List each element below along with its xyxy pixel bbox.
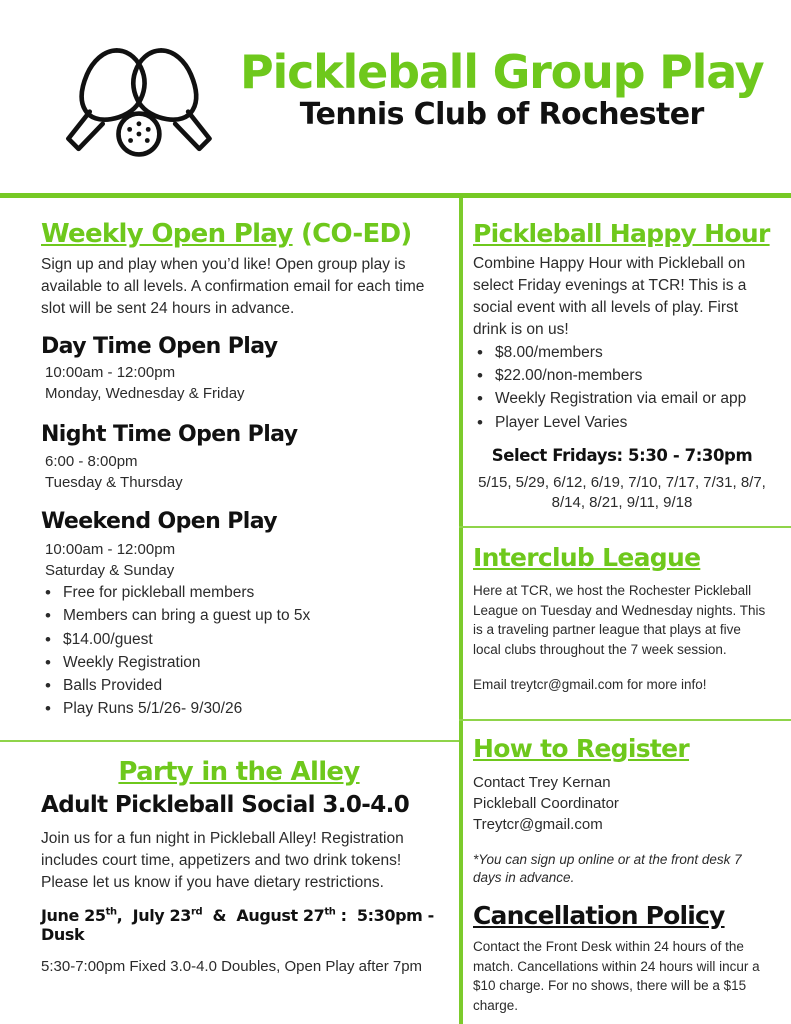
crossed-pickleball-paddles-and-ball-icon: [58, 30, 218, 160]
register-contact-name: Contact Trey Kernan: [473, 773, 611, 791]
day-time-open-play-title: Day Time Open Play: [41, 333, 278, 359]
interclub-league-body: Here at TCR, we host the Rochester Pickleball League on Tuesday and Wednesday nights. This is a traveling partner league that plays at five local clubs throughout the 7 week session.: [473, 583, 766, 657]
list-item: • Play Runs 5/1/26- 9/30/26: [41, 697, 437, 720]
party-date-sep-2: & August 27: [202, 906, 325, 926]
section-interclub-league: [459, 528, 791, 695]
section-party-in-the-alley: [0, 742, 459, 977]
weekend-open-play-time: 10:00am - 12:00pm: [45, 541, 176, 559]
party-date-1-suffix: th: [105, 906, 117, 918]
party-date-2-suffix: rd: [190, 906, 203, 918]
day-time-open-play-time: 10:00am - 12:00pm: [45, 364, 176, 382]
night-time-open-play-title: Night Time Open Play: [41, 422, 298, 448]
section-pickleball-happy-hour: [459, 198, 791, 513]
list-item: • Free for pickleball members: [41, 581, 437, 604]
register-contact-role: Pickleball Coordinator: [473, 794, 619, 812]
party-in-the-alley-dates: [41, 906, 437, 944]
party-in-the-alley-footer: 5:30-7:00pm Fixed 3.0-4.0 Doubles, Open Play after 7pm: [41, 958, 423, 976]
party-date-tail: : 5:30pm - Dusk: [41, 906, 434, 945]
weekend-open-play-days: Saturday & Sunday: [45, 562, 175, 580]
page-title: Pickleball Group Play: [240, 45, 764, 100]
cancellation-policy-heading: Cancellation Policy: [473, 901, 725, 931]
list-item: • Weekly Registration: [41, 651, 437, 674]
happy-hour-dates-line-2: 8/14, 8/21, 9/11, 9/18: [551, 494, 693, 511]
happy-hour-bullets: [473, 341, 771, 434]
title-block: [240, 45, 764, 141]
open-play-slot: [41, 422, 437, 492]
weekly-open-play-intro: Sign up and play when you’d like! Open group play is available to all levels. A confirmation email for each time slot will be sent 24 hours in advance.: [41, 255, 425, 317]
register-contact-email: Treytcr@gmail.com: [473, 815, 603, 833]
weekly-open-play-heading: [41, 220, 437, 250]
night-time-open-play-days: Tuesday & Thursday: [45, 473, 183, 491]
right-column: [459, 198, 791, 1024]
weekly-open-play-bullets: [41, 581, 437, 721]
left-column: [0, 198, 459, 1024]
party-date-3-suffix: th: [324, 906, 336, 918]
list-item: • $8.00/members: [473, 341, 771, 364]
weekly-open-play-heading-suffix: (CO-ED): [292, 219, 412, 249]
weekly-open-play-heading-main: Weekly Open Play: [41, 219, 293, 249]
list-item: • Player Level Varies: [473, 411, 771, 434]
how-to-register-heading: How to Register: [473, 733, 690, 763]
section-cancellation-policy: [459, 888, 791, 1015]
list-item: • Balls Provided: [41, 674, 437, 697]
cancellation-policy-body: Contact the Front Desk within 24 hours of the match. Cancellations within 24 hours will incur a $10 charge. For no shows, there will be a $15 charge.: [473, 939, 760, 1013]
list-item: • $22.00/non-members: [473, 364, 771, 387]
party-date-1: June 25: [41, 906, 106, 926]
weekend-open-play-title: Weekend Open Play: [41, 508, 278, 534]
happy-hour-dates-line-1: 5/15, 5/29, 6/12, 6/19, 7/10, 7/17, 7/31, 8/7,: [478, 473, 766, 491]
page-subtitle: Tennis Club of Rochester: [299, 97, 704, 133]
open-play-slot: [41, 509, 437, 581]
happy-hour-body: Combine Happy Hour with Pickleball on select Friday evenings at TCR! This is a social event with all levels of play. First drink is on us!: [473, 254, 747, 338]
happy-hour-heading: Pickleball Happy Hour: [473, 219, 770, 248]
night-time-open-play-time: 6:00 - 8:00pm: [45, 452, 138, 470]
party-in-the-alley-heading: Party in the Alley: [118, 756, 360, 787]
happy-hour-schedule-label: Select Fridays: 5:30 - 7:30pm: [491, 445, 753, 465]
flyer-header: [0, 0, 791, 190]
day-time-open-play-days: Monday, Wednesday & Friday: [45, 385, 245, 403]
party-date-sep-1: , July 23: [116, 906, 191, 926]
list-item: • $14.00/guest: [41, 628, 437, 651]
list-item: • Members can bring a guest up to 5x: [41, 604, 437, 627]
interclub-league-contact: Email treytcr@gmail.com for more info!: [473, 677, 707, 693]
party-in-the-alley-subheading: Adult Pickleball Social 3.0-4.0: [41, 792, 410, 819]
open-play-slot: [41, 334, 437, 404]
register-note: *You can sign up online or at the front desk 7 days in advance.: [473, 851, 742, 886]
interclub-league-heading: Interclub League: [473, 543, 701, 573]
list-item: • Weekly Registration via email or app: [473, 387, 771, 410]
section-how-to-register: [459, 721, 791, 889]
party-in-the-alley-body: Join us for a fun night in Pickleball Alley! Registration includes court time, appetizers and two drink tokens! Please let us know if you have dietary restrictions.: [41, 830, 404, 892]
section-weekly-open-play: [0, 198, 459, 721]
